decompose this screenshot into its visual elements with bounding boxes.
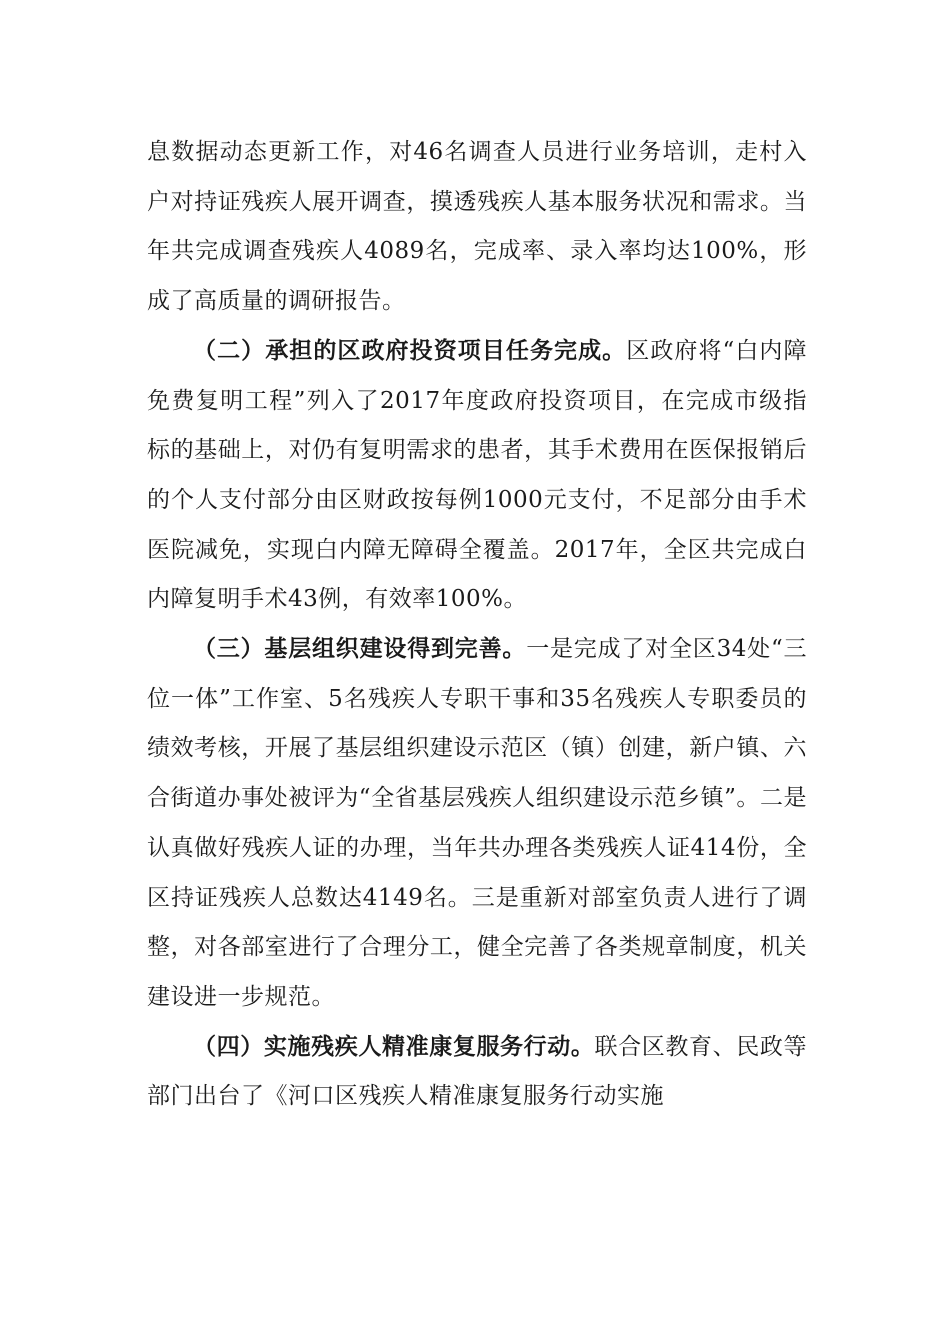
paragraph-text: 区政府将“白内障免费复明工程”列入了2017年度政府投资项目，在完成市级指标的基础上，对仍有复明需求的患者，其手术费用在医保报销后的个人支付部分由区财政按每例1000元支付，不足部分由手术医院减免，实现白内障无障碍全覆盖。2017年，全区共完成白内障复明手术43例，有效率100%。	[147, 337, 807, 613]
paragraph-continuation	[147, 128, 807, 327]
paragraph-text: 联合区教育、民政等部门出台了《河口区残疾人精准康复服务行动实施	[147, 1033, 808, 1110]
body-text	[147, 128, 807, 1122]
section-heading: （三）基层组织建设得到完善。	[193, 636, 527, 663]
paragraph-text: 一是完成了对全区34处“三位一体”工作室、5名残疾人专职干事和35名残疾人专职委员的绩效考核，开展了基层组织建设示范区（镇）创建，新户镇、六合街道办事处被评为“全省基层残疾人组织建设示范乡镇”。二是认真做好残疾人证的办理，当年共办理各类残疾人证414份，全区持证残疾人总数达4149名。三是重新对部室负责人进行了调整，对各部室进行了合理分工，健全完善了各类规章制度，机关建设进一步规范。	[147, 636, 807, 1010]
paragraph-section-4	[147, 1023, 807, 1122]
section-heading: （二）承担的区政府投资项目任务完成。	[193, 337, 627, 364]
paragraph-section-3	[147, 625, 807, 1023]
paragraph-text: 息数据动态更新工作，对46名调查人员进行业务培训，走村入户对持证残疾人展开调查，摸透残疾人基本服务状况和需求。当年共完成调查残疾人4089名，完成率、录入率均达100%，形成了高质量的调研报告。	[147, 139, 807, 315]
paragraph-section-2	[147, 327, 807, 625]
section-heading: （四）实施残疾人精准康复服务行动。	[193, 1033, 595, 1060]
